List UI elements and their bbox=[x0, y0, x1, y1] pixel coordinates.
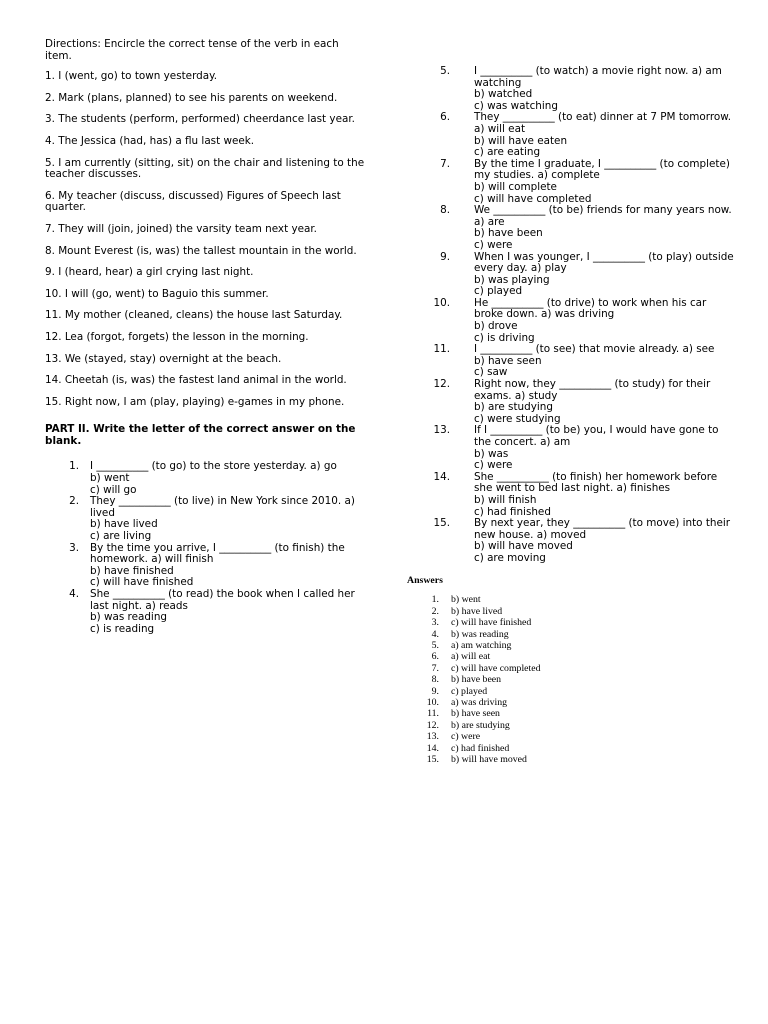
question-text: We __________ (to be) friends for many years now. a) are bbox=[474, 204, 732, 228]
part1-item: 11. My mother (cleaned, cleans) the house last Saturday. bbox=[45, 309, 343, 322]
answer-row bbox=[407, 629, 541, 640]
option: b) watched bbox=[474, 88, 533, 101]
part1-item: 7. They will (join, joined) the varsity team next year. bbox=[45, 222, 317, 235]
answer-number: 15. bbox=[426, 754, 439, 766]
answer-number: 9. bbox=[431, 685, 439, 697]
option: c) were studying bbox=[474, 412, 561, 425]
answer-row bbox=[407, 720, 541, 731]
option: c) will have completed bbox=[474, 192, 592, 205]
question-number: 4. bbox=[69, 588, 79, 600]
answer-text: a) am watching bbox=[451, 640, 512, 652]
answer-text: b) will have moved bbox=[451, 754, 527, 766]
part1-item: 1. I (went, go) to town yesterday. bbox=[45, 70, 218, 83]
answer-row bbox=[407, 651, 541, 662]
part1-item: 8. Mount Everest (is, was) the tallest mountain in the world. bbox=[45, 244, 357, 257]
option: b) drove bbox=[474, 320, 518, 333]
question-text: If I __________ (to be) you, I would have gone to the concert. a) am bbox=[474, 424, 719, 448]
answer-text: a) was driving bbox=[451, 697, 508, 709]
question-number: 15. bbox=[433, 517, 450, 530]
option: b) have finished bbox=[90, 564, 174, 577]
option: c) are living bbox=[90, 530, 152, 543]
question-number: 6. bbox=[440, 111, 450, 124]
option: c) were bbox=[474, 459, 513, 472]
mc-question bbox=[45, 461, 365, 496]
option: c) is driving bbox=[474, 331, 535, 344]
answer-number: 7. bbox=[431, 662, 439, 674]
answer-text: a) will eat bbox=[451, 651, 491, 663]
option: b) have lived bbox=[90, 518, 158, 531]
question-text: By next year, they __________ (to move) into their new house. a) moved bbox=[474, 517, 731, 541]
answer-number: 14. bbox=[426, 742, 439, 754]
option: c) is reading bbox=[90, 622, 155, 635]
part2-heading: PART II. Write the letter of the correct answer on the blank. bbox=[45, 423, 356, 447]
question-number: 5. bbox=[440, 65, 450, 77]
question-text: She __________ (to finish) her homework before she went to bed last night. a) finishes bbox=[474, 470, 718, 495]
question-text: Right now, they __________ (to study) for their exams. a) study bbox=[474, 378, 711, 402]
mc-question bbox=[428, 379, 738, 425]
answer-row bbox=[407, 617, 541, 628]
question-number: 14. bbox=[433, 470, 450, 483]
option: c) were bbox=[474, 238, 513, 251]
question-text: They __________ (to eat) dinner at 7 PM tomorrow. a) will eat bbox=[474, 111, 732, 135]
part1-item: 2. Mark (plans, planned) to see his parents on weekend. bbox=[45, 91, 338, 104]
option: b) was playing bbox=[474, 273, 550, 286]
option: c) saw bbox=[474, 366, 508, 379]
part1-item: 13. We (stayed, stay) overnight at the beach. bbox=[45, 352, 282, 365]
part1-item: 6. My teacher (discuss, discussed) Figures of Speech last quarter. bbox=[45, 189, 341, 214]
answer-row bbox=[407, 640, 541, 651]
answer-number: 1. bbox=[431, 594, 439, 606]
option: b) went bbox=[90, 472, 130, 485]
option: b) have been bbox=[474, 227, 543, 240]
answer-text: b) are studying bbox=[451, 719, 510, 731]
mc-questions-left bbox=[45, 461, 365, 635]
question-number: 9. bbox=[440, 250, 450, 263]
part1-item: 10. I will (go, went) to Baguio this summer. bbox=[45, 287, 269, 300]
question-text: By the time I graduate, I __________ (to complete) my studies. a) complete bbox=[474, 157, 730, 182]
question-number: 12. bbox=[433, 378, 450, 391]
question-text: I __________ (to watch) a movie right now. a) am watching bbox=[474, 65, 722, 89]
option: b) are studying bbox=[474, 401, 553, 414]
mc-question bbox=[45, 589, 365, 635]
question-number: 11. bbox=[433, 343, 450, 356]
question-text: When I was younger, I __________ (to play) outside every day. a) play bbox=[474, 250, 734, 275]
mc-question bbox=[45, 496, 365, 542]
part1-item: 15. Right now, I am (play, playing) e-games in my phone. bbox=[45, 395, 345, 408]
part1-item: 14. Cheetah (is, was) the fastest land animal in the world. bbox=[45, 374, 347, 387]
answer-text: c) played bbox=[451, 685, 488, 697]
option: b) have seen bbox=[474, 354, 542, 367]
part1-item: 5. I am currently (sitting, sit) on the chair and listening to the teacher discusses. bbox=[45, 156, 365, 181]
answer-number: 6. bbox=[431, 651, 439, 663]
answer-row bbox=[407, 663, 541, 674]
question-number: 7. bbox=[440, 157, 450, 170]
answer-text: c) had finished bbox=[451, 742, 510, 754]
answer-text: c) will have finished bbox=[451, 617, 532, 629]
answer-text: b) was reading bbox=[451, 628, 509, 640]
mc-question bbox=[428, 66, 738, 112]
part1-item: 4. The Jessica (had, has) a flu last week. bbox=[45, 134, 255, 147]
part1-item: 12. Lea (forgot, forgets) the lesson in the morning. bbox=[45, 330, 309, 343]
option: b) will complete bbox=[474, 180, 557, 193]
option: c) will go bbox=[90, 483, 137, 496]
answer-number: 3. bbox=[431, 617, 439, 629]
option: c) played bbox=[474, 285, 523, 298]
answer-number: 13. bbox=[426, 731, 439, 743]
question-text: I __________ (to go) to the store yesterday. a) go bbox=[90, 460, 337, 473]
option: b) was reading bbox=[90, 611, 168, 624]
answer-row bbox=[407, 697, 541, 708]
answer-row bbox=[407, 674, 541, 685]
option: c) was watching bbox=[474, 99, 558, 112]
answer-row bbox=[407, 708, 541, 719]
question-text: By the time you arrive, I __________ (to finish) the homework. a) will finish bbox=[90, 541, 345, 566]
question-number: 8. bbox=[440, 204, 450, 217]
answer-number: 11. bbox=[427, 708, 439, 720]
question-number: 3. bbox=[69, 541, 79, 554]
mc-question bbox=[428, 518, 738, 564]
question-text: I __________ (to see) that movie already. a) see bbox=[474, 343, 715, 356]
mc-question bbox=[428, 472, 738, 518]
answer-text: b) have been bbox=[451, 674, 502, 686]
mc-question bbox=[428, 252, 738, 298]
mc-question bbox=[428, 205, 738, 251]
answer-number: 10. bbox=[426, 697, 439, 709]
question-number: 13. bbox=[433, 424, 450, 437]
right-column bbox=[428, 66, 738, 565]
directions: Directions: Encircle the correct tense of the verb in each item. bbox=[45, 38, 339, 62]
mc-question bbox=[428, 425, 738, 471]
mc-question bbox=[428, 159, 738, 205]
mc-question bbox=[45, 543, 365, 589]
answer-row bbox=[407, 731, 541, 742]
option: b) will have moved bbox=[474, 540, 573, 553]
option: c) will have finished bbox=[90, 576, 194, 589]
answer-number: 2. bbox=[431, 605, 439, 617]
answer-number: 5. bbox=[431, 640, 439, 652]
left-column bbox=[45, 39, 365, 635]
answer-row bbox=[407, 743, 541, 754]
answer-text: c) will have completed bbox=[451, 662, 541, 674]
question-text: They __________ (to live) in New York since 2010. a) lived bbox=[90, 495, 355, 519]
question-text: He __________ (to drive) to work when his car broke down. a) was driving bbox=[474, 296, 707, 321]
answer-key bbox=[407, 575, 541, 766]
mc-question bbox=[428, 298, 738, 344]
answer-text: b) have seen bbox=[451, 708, 500, 720]
option: c) are eating bbox=[474, 146, 541, 159]
answer-text: b) went bbox=[451, 594, 481, 606]
answer-text: c) were bbox=[451, 731, 481, 743]
question-number: 10. bbox=[433, 296, 450, 309]
answer-number: 8. bbox=[431, 674, 439, 686]
option: b) was bbox=[474, 447, 509, 460]
answer-row bbox=[407, 686, 541, 697]
answer-row bbox=[407, 594, 541, 605]
option: c) had finished bbox=[474, 505, 551, 518]
option: b) will have eaten bbox=[474, 134, 568, 147]
question-text: She __________ (to read) the book when I called her last night. a) reads bbox=[90, 588, 355, 612]
answer-number: 4. bbox=[431, 628, 439, 640]
answers-title: Answers bbox=[407, 575, 443, 586]
answer-number: 12. bbox=[426, 719, 439, 731]
answer-row bbox=[407, 606, 541, 617]
option: b) will finish bbox=[474, 493, 537, 506]
question-number: 1. bbox=[69, 460, 79, 473]
option: c) are moving bbox=[474, 551, 546, 564]
answer-text: b) have lived bbox=[451, 605, 503, 617]
question-number: 2. bbox=[69, 495, 79, 508]
mc-question bbox=[428, 112, 738, 158]
part1-item: 3. The students (perform, performed) cheerdance last year. bbox=[45, 113, 355, 126]
answer-row bbox=[407, 754, 541, 765]
part1-item: 9. I (heard, hear) a girl crying last night. bbox=[45, 266, 254, 279]
mc-question bbox=[428, 344, 738, 379]
